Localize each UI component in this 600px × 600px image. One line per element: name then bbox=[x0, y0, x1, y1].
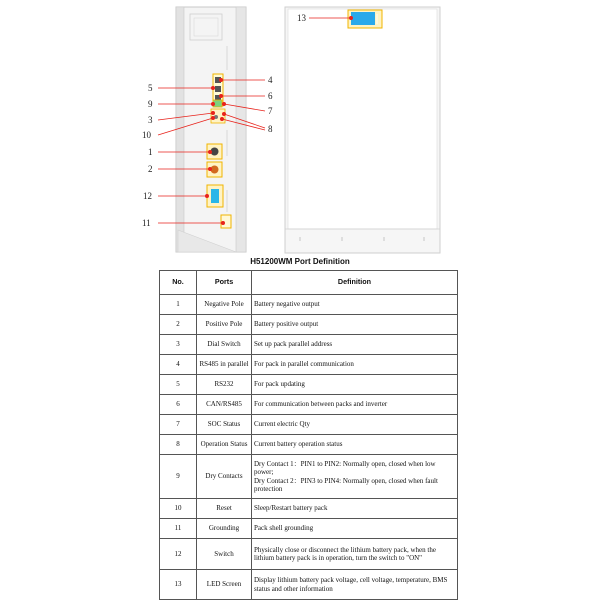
callout-4: 4 bbox=[268, 75, 273, 85]
callout-12: 12 bbox=[143, 191, 152, 201]
table-row bbox=[160, 355, 458, 375]
row-no: 5 bbox=[160, 375, 197, 395]
callout-8: 8 bbox=[268, 124, 273, 134]
callout-6: 6 bbox=[268, 91, 273, 101]
row-no: 2 bbox=[160, 315, 197, 335]
row-no: 4 bbox=[160, 355, 197, 375]
row-definition: Current battery operation status bbox=[252, 435, 458, 455]
row-port: Switch bbox=[197, 539, 252, 570]
table-row bbox=[160, 295, 458, 315]
callout-9: 9 bbox=[148, 99, 153, 109]
header-no: No. bbox=[160, 271, 197, 295]
row-no: 7 bbox=[160, 415, 197, 435]
table-row bbox=[160, 499, 458, 519]
row-port: RS232 bbox=[197, 375, 252, 395]
row-no: 12 bbox=[160, 539, 197, 570]
port-definition-table bbox=[159, 270, 458, 600]
table-row bbox=[160, 415, 458, 435]
row-port: Positive Pole bbox=[197, 315, 252, 335]
table-header-row bbox=[160, 271, 458, 295]
row-no: 10 bbox=[160, 499, 197, 519]
row-definition: Pack shell grounding bbox=[252, 519, 458, 539]
row-port: LED Screen bbox=[197, 570, 252, 600]
table-row bbox=[160, 455, 458, 499]
battery-front-view bbox=[285, 7, 440, 253]
row-port: Dry Contacts bbox=[197, 455, 252, 499]
callout-2: 2 bbox=[148, 164, 153, 174]
row-definition: Display lithium battery pack voltage, cell voltage, temperature, BMS status and other information bbox=[252, 570, 458, 600]
row-no: 3 bbox=[160, 335, 197, 355]
row-definition: Set up pack parallel address bbox=[252, 335, 458, 355]
row-definition: Battery positive output bbox=[252, 315, 458, 335]
callout-13: 13 bbox=[297, 13, 306, 23]
row-definition: For pack in parallel communication bbox=[252, 355, 458, 375]
row-definition: Physically close or disconnect the lithium battery pack, when the lithium battery pack is in operation, turn the switch to "ON" bbox=[252, 539, 458, 570]
row-no: 13 bbox=[160, 570, 197, 600]
row-port: Operation Status bbox=[197, 435, 252, 455]
header-definition: Definition bbox=[252, 271, 458, 295]
row-port: Dial Switch bbox=[197, 335, 252, 355]
table-row bbox=[160, 315, 458, 335]
row-port: RS485 in parallel bbox=[197, 355, 252, 375]
battery-diagram bbox=[0, 0, 600, 258]
row-definition: Sleep/Restart battery pack bbox=[252, 499, 458, 519]
table-row bbox=[160, 519, 458, 539]
row-port: Reset bbox=[197, 499, 252, 519]
row-no: 9 bbox=[160, 455, 197, 499]
row-definition: For communication between packs and inverter bbox=[252, 395, 458, 415]
row-port: Grounding bbox=[197, 519, 252, 539]
table-row bbox=[160, 435, 458, 455]
table-row bbox=[160, 335, 458, 355]
switch-port bbox=[207, 185, 223, 207]
header-ports: Ports bbox=[197, 271, 252, 295]
callout-1: 1 bbox=[148, 147, 153, 157]
row-port: SOC Status bbox=[197, 415, 252, 435]
row-definition: Dry Contact 1：PIN1 to PIN2: Normally open, closed when low power; Dry Contact 2：PIN3 to PIN4: Normally open, closed when fault protection bbox=[252, 455, 458, 499]
callout-3: 3 bbox=[148, 115, 153, 125]
row-definition: Battery negative output bbox=[252, 295, 458, 315]
table-row bbox=[160, 539, 458, 570]
table-row bbox=[160, 375, 458, 395]
row-no: 11 bbox=[160, 519, 197, 539]
row-definition: Current electric Qty bbox=[252, 415, 458, 435]
callout-11: 11 bbox=[142, 218, 151, 228]
row-definition: For pack updating bbox=[252, 375, 458, 395]
table-title: H51200WM Port Definition bbox=[250, 257, 350, 266]
row-no: 6 bbox=[160, 395, 197, 415]
row-port: CAN/RS485 bbox=[197, 395, 252, 415]
table-row bbox=[160, 395, 458, 415]
row-no: 8 bbox=[160, 435, 197, 455]
callout-7: 7 bbox=[268, 106, 273, 116]
row-port: Negative Pole bbox=[197, 295, 252, 315]
row-no: 1 bbox=[160, 295, 197, 315]
battery-side-view bbox=[176, 7, 246, 252]
callout-5: 5 bbox=[148, 83, 153, 93]
table-row bbox=[160, 570, 458, 600]
callout-10: 10 bbox=[142, 130, 151, 140]
